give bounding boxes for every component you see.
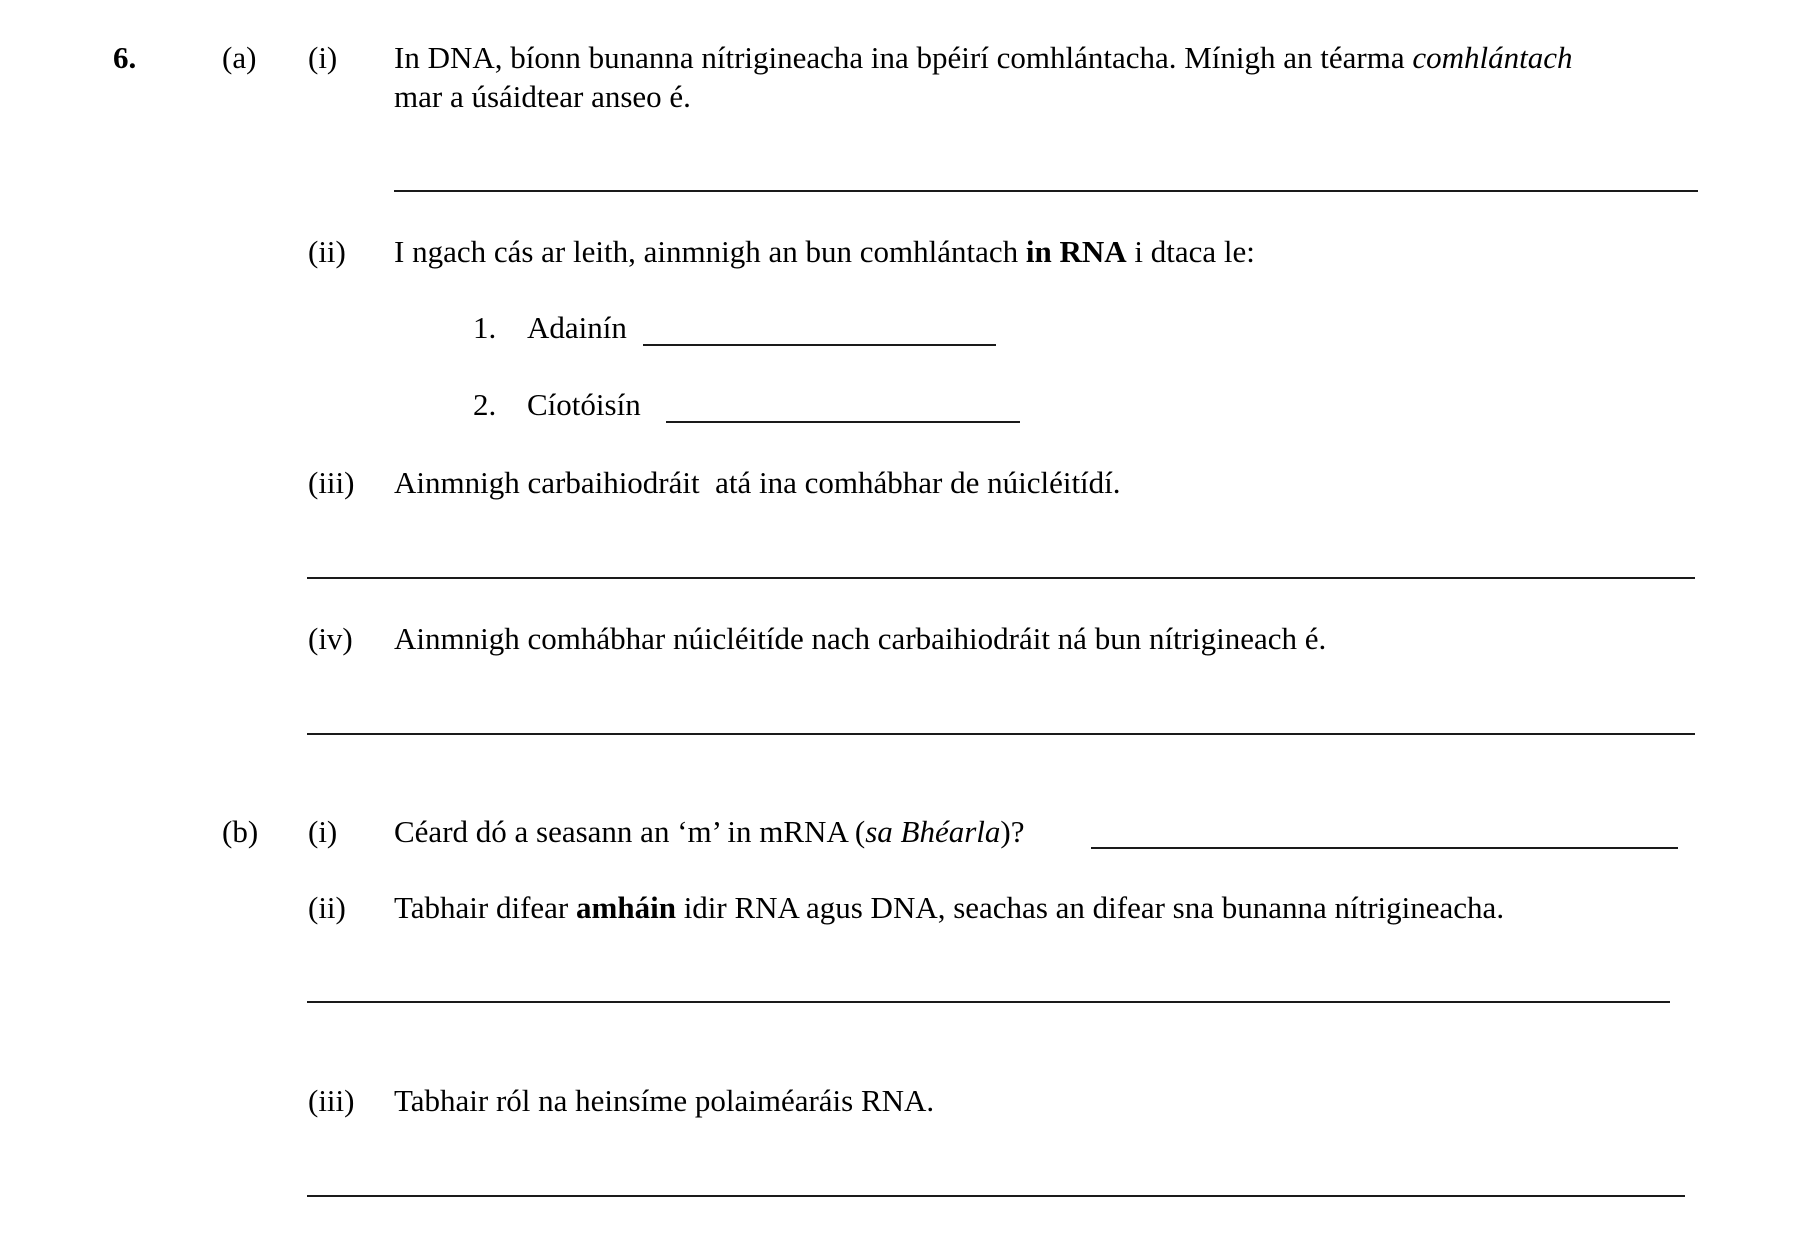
item-1-number: 1. — [473, 310, 497, 345]
answer-line-ciotoisin[interactable] — [666, 421, 1020, 423]
subpart-b-iii-label: (iii) — [308, 1083, 355, 1118]
question-number: 6. — [113, 40, 137, 75]
question-b-ii-post: idir RNA agus DNA, seachas an difear sna bunanna nítrigineacha. — [675, 890, 1505, 925]
question-a-ii-text — [394, 234, 1255, 270]
question-b-ii-text — [394, 890, 1504, 926]
question-a-iv-text: Ainmnigh comhábhar núicléitíde nach carbaihiodráit ná bun nítrigineach é. — [394, 621, 1327, 656]
subpart-a-i-label: (i) — [308, 40, 338, 75]
question-a-i-text: In DNA, bíonn bunanna nítrigineacha ina bpéirí comhlántacha. Mínigh an téarma — [394, 40, 1413, 75]
subpart-b-i-label: (i) — [308, 814, 338, 849]
answer-line-adainin[interactable] — [643, 344, 996, 346]
item-2-label: Cíotóisín — [527, 387, 641, 422]
question-b-iii-text: Tabhair ról na heinsíme polaiméaráis RNA. — [394, 1083, 935, 1118]
question-a-ii-pre: I ngach cás ar leith, ainmnigh an bun comhlántach — [394, 234, 1026, 269]
part-a-label: (a) — [222, 40, 257, 75]
question-a-ii-post: i dtaca le: — [1126, 234, 1255, 269]
subpart-a-iii-label: (iii) — [308, 465, 355, 500]
subpart-a-ii-label: (ii) — [308, 234, 346, 269]
answer-line-a-iii[interactable] — [307, 577, 1695, 579]
question-a-iii-text: Ainmnigh carbaihiodráit atá ina comhábhar de núicléitídí. — [394, 465, 1121, 500]
question-b-ii-pre: Tabhair difear — [394, 890, 577, 925]
sa-bhearla: sa Bhéarla — [865, 814, 1001, 849]
term-comhlantach: comhlántach — [1412, 40, 1573, 75]
item-1-label: Adainín — [527, 310, 627, 345]
answer-line-b-ii[interactable] — [307, 1001, 1670, 1003]
subpart-b-ii-label: (ii) — [308, 890, 346, 925]
emphasis-amhain: amháin — [576, 890, 676, 925]
answer-line-b-iii[interactable] — [307, 1195, 1685, 1197]
emphasis-in-rna: in RNA — [1025, 234, 1127, 269]
answer-line-a-iv[interactable] — [307, 733, 1695, 735]
answer-line-b-i[interactable] — [1091, 847, 1678, 849]
subpart-a-iv-label: (iv) — [308, 621, 353, 656]
answer-line-a-i[interactable] — [394, 190, 1698, 192]
question-b-i-post: )? — [1000, 814, 1025, 849]
question-a-i-text-line1 — [394, 40, 1573, 76]
item-2-number: 2. — [473, 387, 497, 422]
part-b-label: (b) — [222, 814, 259, 849]
question-b-i-pre: Céard dó a seasann an ‘m’ in mRNA ( — [394, 814, 866, 849]
question-b-i-text — [394, 814, 1024, 850]
question-a-i-text-line2: mar a úsáidtear anseo é. — [394, 79, 691, 114]
